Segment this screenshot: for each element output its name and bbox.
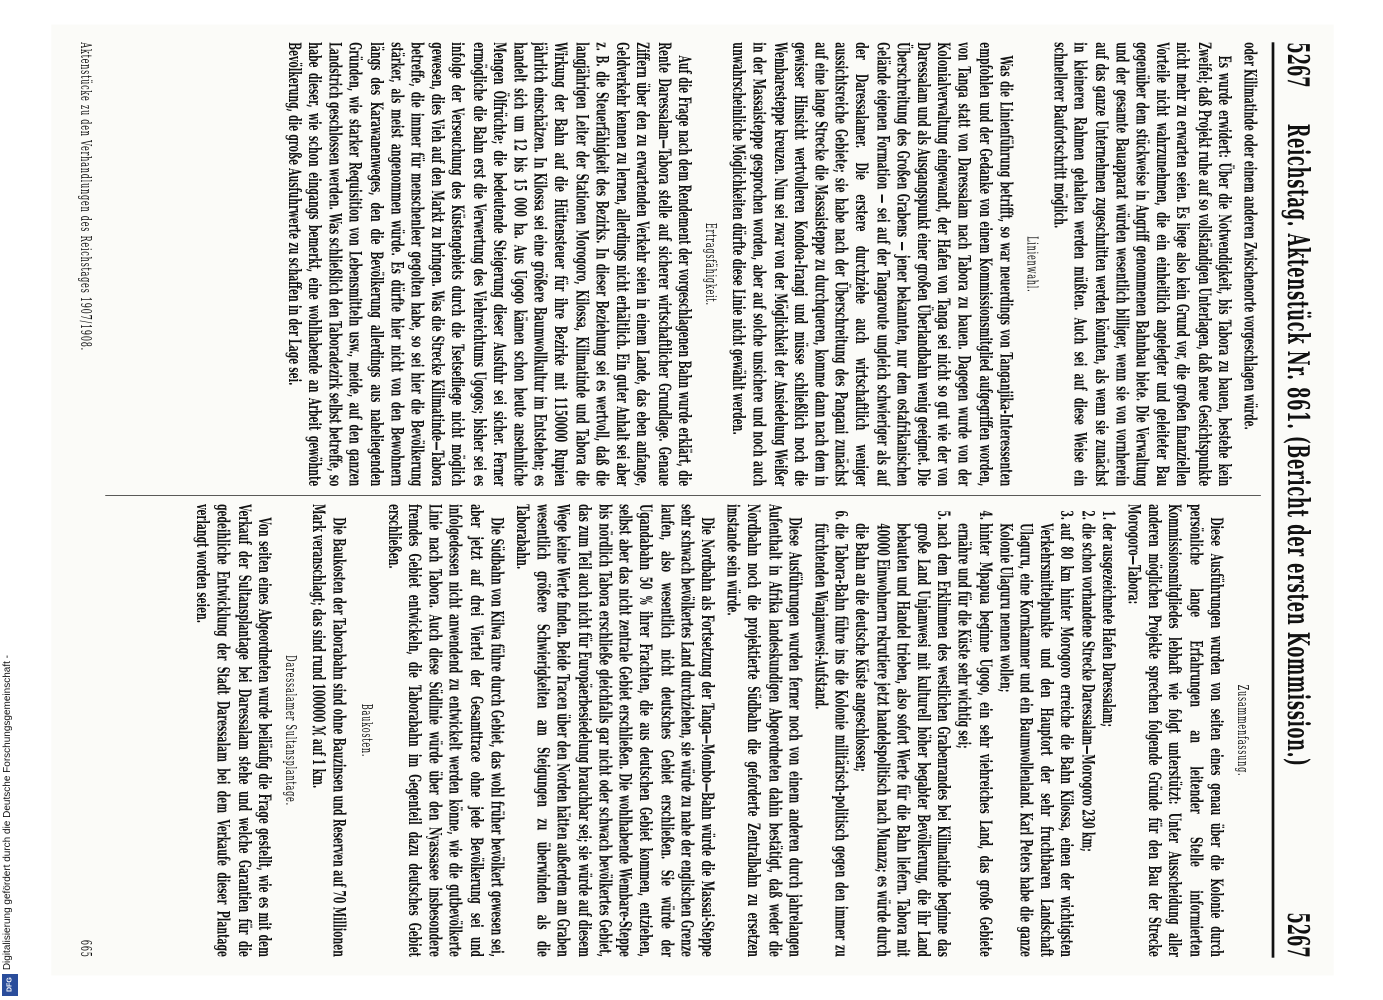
paragraph: Die Nordbahn als Fortsetzung der Tanga—Mombo—Bahn würde die Massai-Steppe sehr schwach bevölkertes Land durchziehen, sie würde zu nahe der englischen Grenze laufen, also wesentlich nicht deutsches Gebiet erschließen. Sie würde der Ugandabahn 50 % ihrer Frachten, die aus deutschen Gebiet kommen, entziehen, selbst aber das nicht zentrale Gebiet erschließen. Die wohlhabende Wembare-Steppe bis nördlich Tabora erschließe gleichfalls gar nicht oder schwach bevölkertes Gebiet, das zum Teil auch nicht für Europäerbesiedelung brauchbar sei; sie würde auf diesem Wege keine Werte finden. Beide Tracen über den Norden hätten außerdem am Graben wesentlich größere Schwierigkeiten am Steigungen zu überwinden als die Taborabahn. [513, 504, 719, 957]
list-item: 3. auf 80 km hinter Morogoro erreiche die Bahn Kilossa, einen der wichtigsten Verkehrsmittelpunkte und den Hauptort der sehr fruchtbaren Landschaft Ulaguru, eine Kornkammer und ein Baumwollenland. Karl Peters habe die ganze Kolonie Ulaguru nennen wollen; [996, 523, 1078, 957]
section-heading: Ertragsfähigkeit. [701, 222, 720, 306]
footer-source: Aktenstücke zu den Verhandlungen des Reichstages 1907/1908. [76, 42, 95, 352]
section-heading: Baukosten. [357, 703, 375, 758]
paragraph: oder Kilimatinde oder einem anderen Zwischenorte vorgeschlagen würde. [1240, 42, 1261, 430]
reasons-list [811, 504, 1119, 957]
footer-page-number: 665 [76, 939, 95, 958]
paragraph: Es wurde erwidert: Über die Notwendigkeit, bis Tabora zu bauen, bestehe kein Zweifel; daß Projekt ruhe auf so vollständigen Unterlagen, daß neue Gesichtspunkte nicht mehr zu erwarten seien. Es liege also kein Grund vor, die großen finanziellen Vorteile nicht wahrzunehmen, die ein einheitlich angelegter und geleiteter Bau gegenüber dem stückweise in Angriff genommenen Bahnbau biete. Die Verwaltung und der gesamte Bauapparat würden wesentlich billiger, wenn sie von vornherein auf das ganze Unternehmen zugeschnitten werden könnten, als wenn sie zunächst in kleineren Rahmen gehalten werden müßten. Auch sei auf diese Weise ein schnellerer Baufortschritt möglich. [1050, 42, 1235, 487]
right-column [105, 504, 1261, 957]
page-footer [67, 42, 94, 957]
section-heading: Daressalamer Sultansplantage. [282, 655, 300, 806]
paragraph: Was die Linienführung betrifft, so war neuerdings von Tanganjika-Interessenten empfohlen und der Gedanke von einem Kommissionsmitglied aufgegriffen worden, von Tanga statt von Daressalam nach Tabora zu bauen. Dagegen wurde von der Kolonialverwaltung eingewandt, der Hafen von Tanga sei nicht so gut wie der von Daressalam und als Ausgangspunkt einer großen Überlandbahn wenig geeignet. Die Überschreitung des Großen Grabens — jener bekannten, nur dem ostafrikanischen Gelände eigenen Formation — sei auf der Tangaroute ungleich schwieriger als auf der Daressalamer. Die erstere durchziehe auch wirtschaftlich weniger aussichtsreiche Gebiete; sie habe nach der Überschreitung des Pangani zunächst auf eine lange Strecke die Massaisteppe zu durchqueren, komme dann nach dem in gewisser Hinsicht wertvolleren Kondoa-Irangi und müsse schließlich noch die Wembaresteppe kreuzen. Nun sei zwar von der Möglichkeit der Ansiedelung Weißer in der Massaisteppe gesprochen worden, aber auf solche unsichere und noch auch unwahrscheinliche Möglichkeiten dürfte diese Linie nicht gewählt werden. [729, 42, 1017, 487]
list-item: 2. die schon vorhandene Strecke Daressalam—Morogoro 230 km; [1078, 523, 1099, 957]
paragraph: Die Südbahn von Kilwa führe durch Gebiet, das wohl früher bevölkert gewesen sei, aber jetzt auf drei Viertel der Gesamttrace ohne jede Bevölkerung sei und infolgedessen nicht anwendend zu entwickelt werden könne, wie die gutbevölkerte Linie nach Tabora. Auch diese Südlinie würde über den Nyassasee insbesondere fremdes Gebiet entwickeln, die Taborabahn im Gegenteil dazu deutsches Gebiet erschließen. [384, 504, 508, 957]
section-heading: Zusammenfassung. [1233, 684, 1252, 777]
dfg-logo-icon: DFG [2, 974, 18, 996]
paragraph: Auf die Frage nach dem Rendement der vorgeschlagenen Bahn wurde erklärt, die Rente Daressalam—Tabora stelle auf sicherer wirtschaftlicher Grundlage. Genaue Ziffern über den zu erwartenden Verkehr seien in einem Lande, das eben anfange, Geldverkehr kennen zu lernen, allerdings nicht erhältlich. Ein guter Anhalt sei aber z. B. die Steuerfähigkeit des Bezirks. In dieser Beziehung sei es wertvoll, daß die langjährigen Leiter der Stationen Morogoro, Kilossa, Kilimatinde und Tabora die Wirkung der Bahn auf die Hüttensteuer für ihre Bezirke mit 1150000 Rupien jährlich einschätzen. In Kilossa sei eine größere Baumwollkultur im Entstehen; es handelt sich um 12 bis 15 000 ha. Aus Ugogo kämen schon heute ansehnliche Mengen Ölfrüchte; die bedeutende Steigerung dieser Ausfuhr sei sicher. Ferner ermögliche die Bahn erst die Verwertung des Viehreichtums Ugogos; bisher sei es infolge der Verseuchung des Küstengebiets durch die Tsetsefliege nicht möglich gewesen, dies Vieh auf den Markt zu bringen. Was die Strecke Kilimatinde—Tabora betreffe, die immer für menschenleer gegolten habe, so sei hier die Bevölkerung stärker, als meist angenommen würde. Es dürfte hier nicht von den Bewohnern längs des Karawanenweges, den die Bevölkerung allerdings aus naheliegenden Gründen, wie starker Requisition von Lebensmitteln usw., meide, auf den ganzen Landstrich geschlossen werden. Was schließlich den Taboradezirk selbst betreffe, so habe dieser, wie schon eingangs bemerkt, eine wohlhabende an Arbeit gewöhnte Bevölkerung, die große Ausfuhrwerte zu schaffen in der Lage sei. [284, 42, 695, 487]
list-item: 5. nach dem Erklimmen des westlichen Grabenrandes bei Kilimatinde beginne das große Land Unjamwesi mit kulturell höher begabter Bevölkerung, die ihr Land bebauten und Handel trieben, also sofort Werte für die Bahn liefern. Tabora mit 40000 Einwohnern rekrutiere jetzt handelspolitisch nach Muanza; es würde durch die Bahn an die deutsche Küste angeschlossen; [852, 523, 955, 957]
paragraph: Diese Ausführungen wurden von seiten eines genau über die Kolonie durch persönliche lange Erfahrungen an leitender Stelle informierten Kommissionsmitgliedes lebhaft wie folgt unterstützt: Unter Ausscheidung aller anderen möglichen Projekte sprechen folgende Gründe für den Bau der Strecke Morogoro—Tabora: [1124, 504, 1227, 957]
running-head [1272, 42, 1315, 957]
page-title: Reichstag. Aktenstück Nr. 861. (Bericht der ersten Kommission.) [1279, 123, 1315, 767]
list-item: 6. die Tabora-Bahn führe ins die Kolonie militärisch-politisch gegen den immer zu fürchtenden Wanjamwesi-Aufstand. [811, 523, 852, 957]
list-item: 1. der ausgezeichnete Hafen Daressalam; [1098, 523, 1119, 957]
column-divider [105, 495, 1261, 496]
digitization-credit: Digitalisierung gefördert durch die Deutsche Forschungsgemeinschaft - [2, 654, 13, 970]
section-heading: Linienwahl. [1023, 236, 1041, 293]
page-number-left: 5267 [1279, 42, 1315, 88]
scanned-page [51, 25, 1334, 976]
paragraph: Von seiten eines Abgeordneten wurde beiläufig die Frage gestellt, wie es mit dem Verkauf der Sultansplantage bei Daressalam stehe und welche Garantien für die gedeihliche Entwicklung der Stadt Daressalam bei dem Verkaufe dieser Plantage verlangt worden seien. [193, 504, 276, 957]
digitization-strip [0, 0, 22, 1000]
paragraph: Diese Ausführungen wurden ferner noch von einem anderen durch jahrelangen Aufenthalt in Afrika landeskundigen Abgeordneten dahin bestätigt, daß weder die Nordbahn noch die projektierte Südbahn die geforderte Zentralbahn zu ersetzen imstande sein würde. [723, 504, 806, 957]
left-column [105, 42, 1261, 486]
paragraph: Die Baukosten der Taborabahn sind ohne Bauzinsen und Reserven auf 70 Millionen Mark veranschlagt; das sind rund 100000 ℳ auf 1 km. [309, 504, 351, 957]
page-number-right: 5267 [1279, 912, 1315, 958]
list-item: 4. hinter Mpapua beginne Ugogo, ein sehr viehreiches Land, das große Gebiete ernähre und für die Küste sehr wichtig sei; [955, 523, 996, 957]
